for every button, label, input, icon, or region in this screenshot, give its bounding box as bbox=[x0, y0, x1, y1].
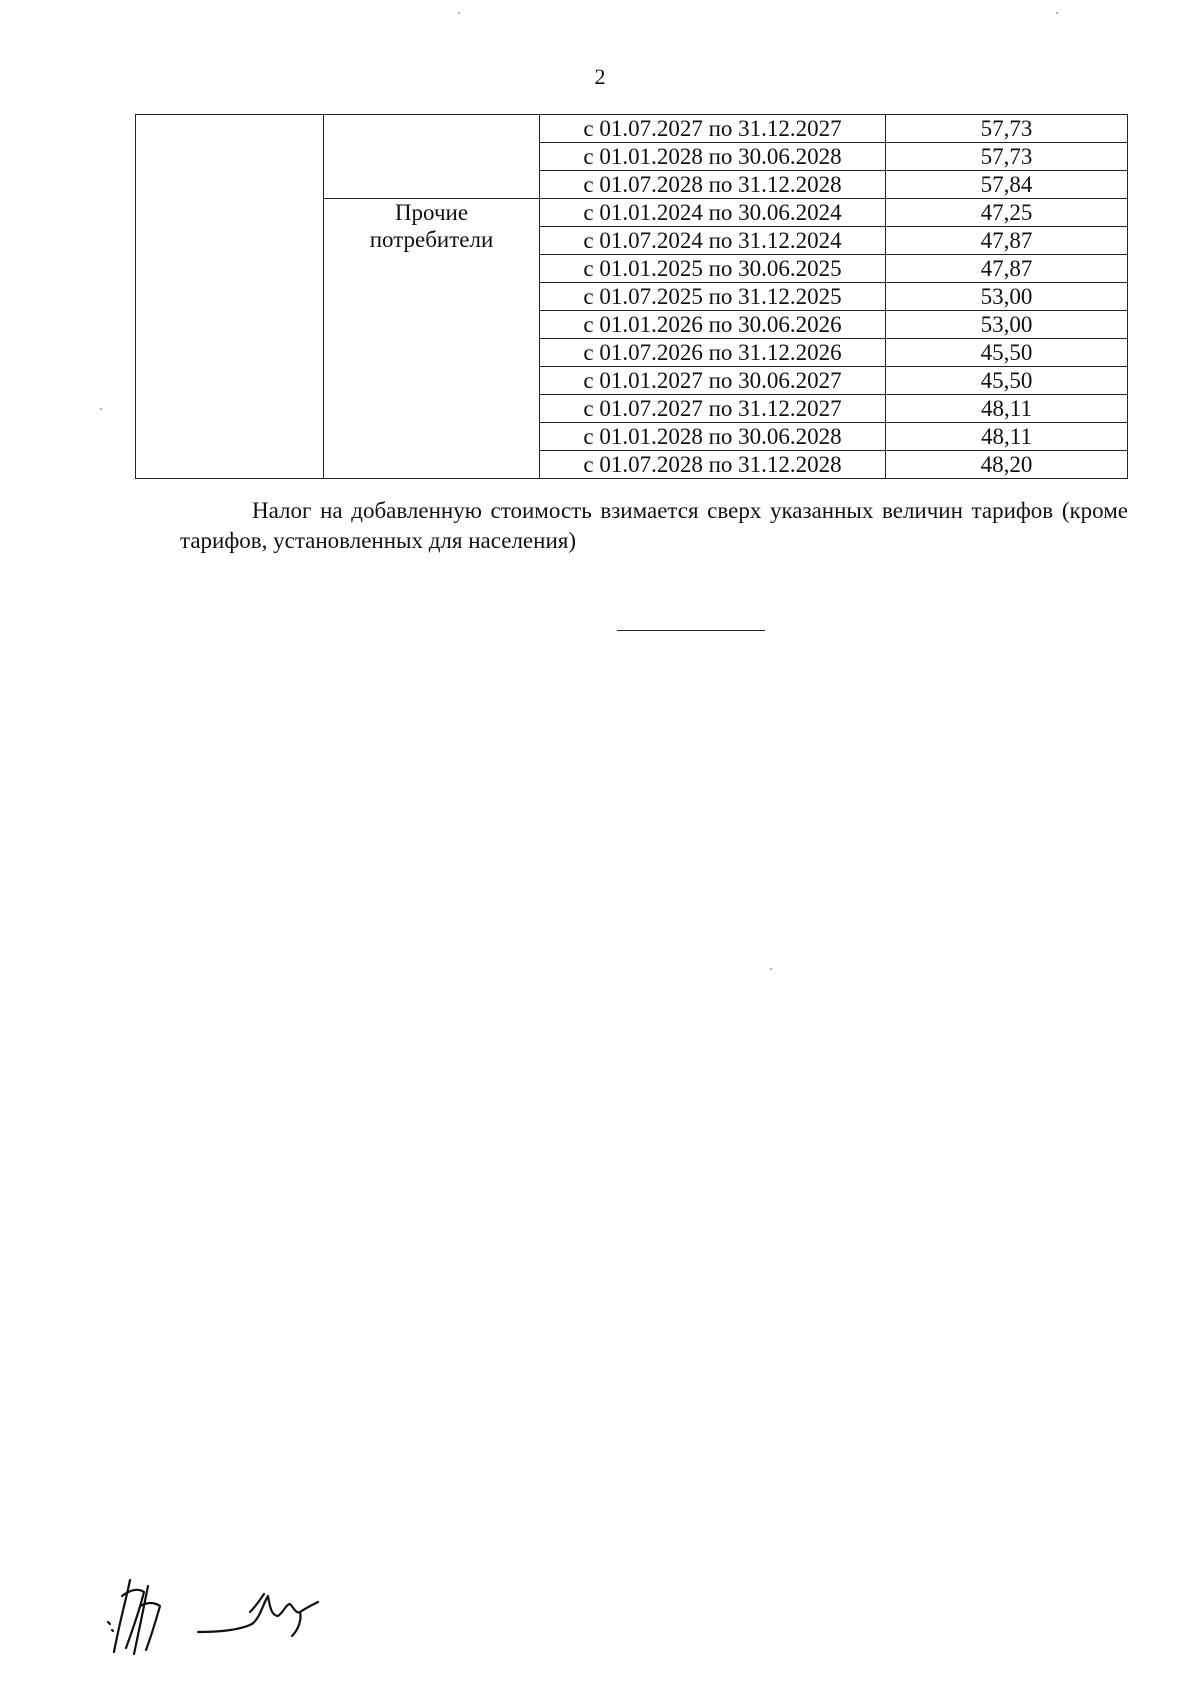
tariff-value-cell: 47,25 bbox=[886, 199, 1128, 227]
signatures-image bbox=[100, 1560, 360, 1660]
tariff-value-cell: 45,50 bbox=[886, 367, 1128, 395]
vat-note-line2: (кроме тарифов, установленных для населения) bbox=[180, 498, 1128, 553]
tariff-value-cell: 48,11 bbox=[886, 423, 1128, 451]
tariff-value-cell: 57,73 bbox=[886, 143, 1128, 171]
vat-note-line1: Налог на добавленную стоимость взимается сверх указанных величин тарифов bbox=[252, 498, 1054, 523]
period-cell: с 01.07.2027 по 31.12.2027 bbox=[540, 115, 886, 143]
period-cell: с 01.07.2028 по 31.12.2028 bbox=[540, 451, 886, 479]
signatures bbox=[100, 1560, 360, 1660]
scan-speck bbox=[458, 12, 460, 14]
tariff-value-cell: 47,87 bbox=[886, 255, 1128, 283]
signature-1 bbox=[108, 1580, 160, 1654]
consumer-category-line2: потребители bbox=[369, 227, 494, 252]
tariff-value-cell: 57,84 bbox=[886, 171, 1128, 199]
consumer-category-cell bbox=[324, 199, 540, 479]
period-cell: с 01.07.2025 по 31.12.2025 bbox=[540, 283, 886, 311]
period-cell: с 01.07.2027 по 31.12.2027 bbox=[540, 395, 886, 423]
consumer-category-line1: Прочие bbox=[394, 200, 469, 225]
period-cell: с 01.01.2026 по 30.06.2026 bbox=[540, 311, 886, 339]
period-cell: с 01.01.2027 по 30.06.2027 bbox=[540, 367, 886, 395]
blank-merged-cell bbox=[136, 115, 324, 479]
period-cell: с 01.07.2024 по 31.12.2024 bbox=[540, 227, 886, 255]
period-cell: с 01.01.2025 по 30.06.2025 bbox=[540, 255, 886, 283]
tariff-table bbox=[135, 114, 1128, 479]
tariff-value-cell: 47,87 bbox=[886, 227, 1128, 255]
scan-speck bbox=[100, 408, 102, 410]
vat-note bbox=[180, 496, 1128, 556]
tariff-value-cell: 57,73 bbox=[886, 115, 1128, 143]
table-row bbox=[136, 115, 1128, 143]
period-cell: с 01.07.2026 по 31.12.2026 bbox=[540, 339, 886, 367]
tariff-value-cell: 53,00 bbox=[886, 311, 1128, 339]
period-cell: с 01.07.2028 по 31.12.2028 bbox=[540, 171, 886, 199]
tariff-value-cell: 48,20 bbox=[886, 451, 1128, 479]
page-number: 2 bbox=[594, 64, 606, 89]
signature-2 bbox=[198, 1594, 318, 1636]
prior-category-cell bbox=[324, 115, 540, 199]
period-cell: с 01.01.2028 по 30.06.2028 bbox=[540, 143, 886, 171]
scan-speck bbox=[770, 968, 772, 970]
scan-speck bbox=[1056, 12, 1058, 14]
period-cell: с 01.01.2024 по 30.06.2024 bbox=[540, 199, 886, 227]
tariff-value-cell: 45,50 bbox=[886, 339, 1128, 367]
tariff-value-cell: 48,11 bbox=[886, 395, 1128, 423]
end-of-document-rule bbox=[617, 630, 765, 631]
tariff-value-cell: 53,00 bbox=[886, 283, 1128, 311]
period-cell: с 01.01.2028 по 30.06.2028 bbox=[540, 423, 886, 451]
